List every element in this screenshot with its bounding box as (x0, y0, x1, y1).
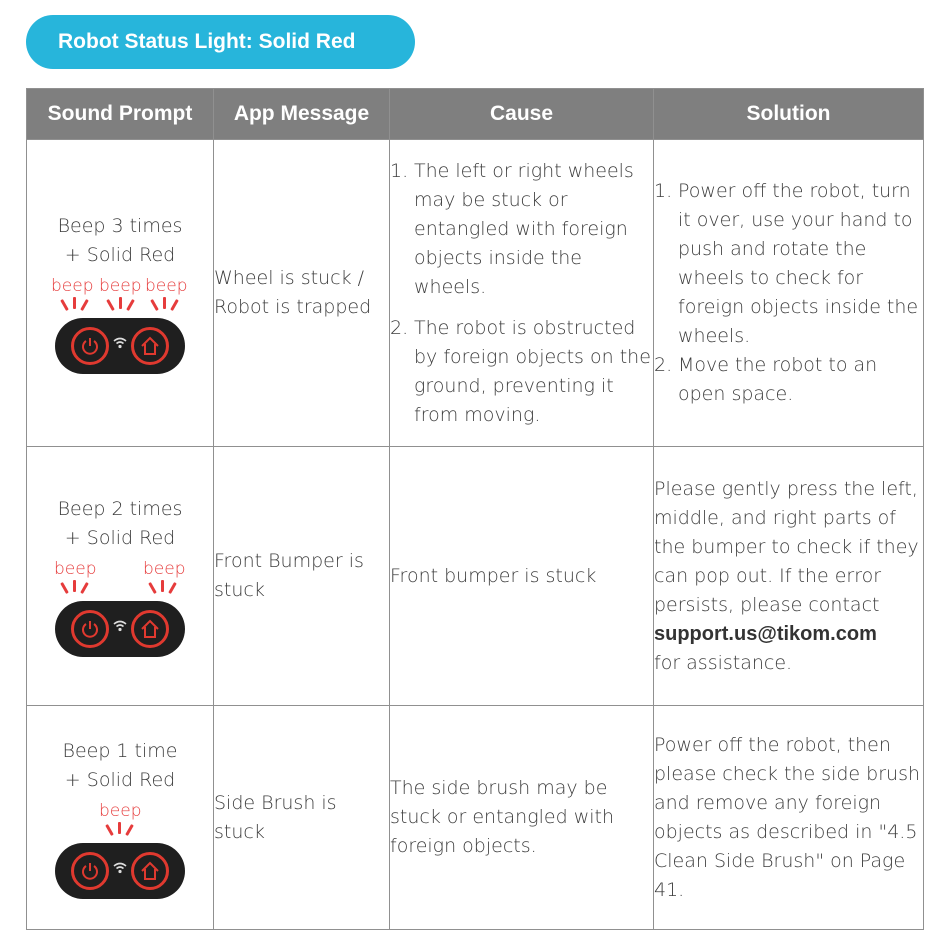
beep-label: beep (99, 800, 142, 821)
solution-cell (654, 140, 924, 447)
sound-prompt-line2: + Solid Red (64, 527, 176, 549)
beep-indicator (52, 276, 188, 316)
solution-text: Please gently press the left, middle, and right parts of the bumper to check if they can pop out. If the error persists, please contact (654, 477, 919, 616)
solution-item: 1. Power off the robot, turn it over, use your hand to push and rotate the wheels to check for foreign objects inside the wheels. (654, 180, 919, 347)
power-icon (71, 610, 109, 648)
sound-rays-icon (150, 296, 180, 314)
sound-prompt-cell (27, 447, 214, 706)
sound-rays-icon (148, 579, 178, 597)
table-row (27, 447, 924, 706)
header-cause: Cause (390, 89, 654, 140)
robot-button-panel (55, 843, 185, 899)
cause-cell (390, 140, 654, 447)
app-message-cell: Side Brush is stuck (214, 706, 390, 930)
app-message-cell: Wheel is stuck / Robot is trapped (214, 140, 390, 447)
beep-label: beep (51, 276, 94, 296)
sound-prompt-line1: Beep 2 times (57, 498, 183, 520)
cause-item: 1. The left or right wheels may be stuck or entangled with foreign objects inside the wheels. (390, 159, 634, 298)
table-row (27, 140, 924, 447)
beep-label: beep (54, 559, 97, 579)
solution-tail: for assistance. (654, 651, 793, 674)
beep-indicator (52, 559, 188, 599)
sound-rays-icon (60, 579, 90, 597)
sound-prompt-cell (27, 140, 214, 447)
home-icon (131, 610, 169, 648)
support-email: support.us@tikom.com (654, 622, 877, 645)
beep-label: beep (99, 276, 142, 296)
beep-indicator (52, 801, 188, 841)
solution-item: 2. Move the robot to an open space. (654, 354, 878, 405)
sound-rays-icon (106, 296, 136, 314)
sound-rays-icon (105, 821, 135, 839)
page-title: Robot Status Light: Solid Red (26, 15, 415, 69)
home-icon (131, 327, 169, 365)
status-table (26, 88, 924, 930)
table-header-row (27, 89, 924, 140)
sound-prompt-cell (27, 706, 214, 930)
robot-button-panel (55, 318, 185, 374)
beep-label: beep (145, 276, 188, 296)
solution-cell: Power off the robot, then please check the side brush and remove any foreign objects as described in "4.5 Clean Side Brush" on Page 41. (654, 706, 924, 930)
beep-label: beep (143, 559, 186, 579)
sound-prompt-line2: + Solid Red (64, 768, 176, 791)
wifi-icon (113, 620, 127, 632)
header-solution: Solution (654, 89, 924, 140)
sound-prompt-line1: Beep 3 times (57, 215, 183, 237)
cause-item: 2. The robot is obstructed by foreign objects on the ground, preventing it from moving. (390, 316, 651, 426)
home-icon (131, 852, 169, 890)
sound-rays-icon (60, 296, 90, 314)
cause-cell: The side brush may be stuck or entangled with foreign objects. (390, 706, 654, 930)
wifi-icon (113, 337, 127, 349)
cause-cell: Front bumper is stuck (390, 447, 654, 706)
sound-prompt-line2: + Solid Red (64, 244, 176, 266)
header-app-message: App Message (214, 89, 390, 140)
app-message-cell: Front Bumper is stuck (214, 447, 390, 706)
header-sound-prompt: Sound Prompt (27, 89, 214, 140)
table-row (27, 706, 924, 930)
power-icon (71, 327, 109, 365)
wifi-icon (113, 862, 127, 874)
robot-button-panel (55, 601, 185, 657)
sound-prompt-line1: Beep 1 time (62, 739, 178, 762)
solution-cell (654, 447, 924, 706)
power-icon (71, 852, 109, 890)
